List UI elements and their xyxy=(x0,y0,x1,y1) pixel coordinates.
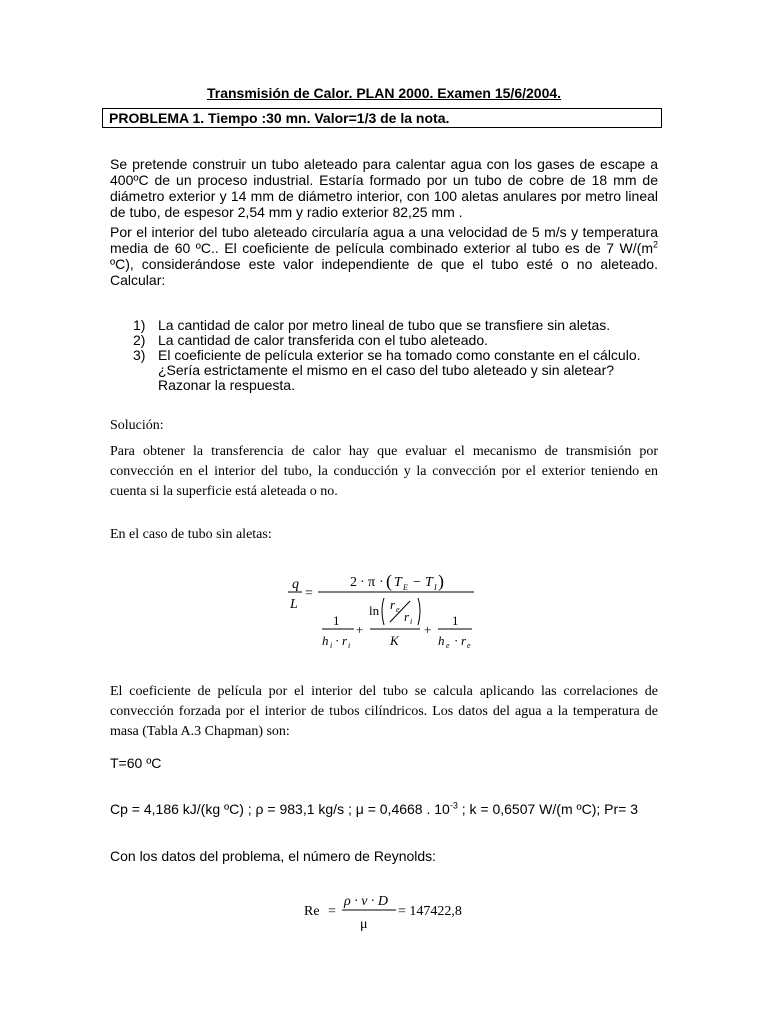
svg-text:·: · xyxy=(360,575,365,590)
case-no-fins: En el caso de tubo sin aletas: xyxy=(110,527,272,542)
re-lhs: Re xyxy=(304,904,320,919)
re-numerator: ρ · v · D xyxy=(344,894,389,909)
statement-paragraph-2 xyxy=(110,224,658,288)
eq-num-two: 2 xyxy=(350,575,357,590)
question-item xyxy=(133,318,663,333)
question-number: 3) xyxy=(133,347,146,363)
temperature-line: T=60 ºC xyxy=(110,755,162,771)
question-text: El coeficiente de película exterior se ha tomado como constante en el cálculo. ¿Sería estrictamente el mismo en el caso del tubo aleteado y sin aletear? Razonar la respuesta. xyxy=(158,347,641,393)
eq-term1-h: h xyxy=(322,633,329,648)
svg-text:·: · xyxy=(379,575,384,590)
eq-num-TI: T xyxy=(425,575,433,590)
question-item xyxy=(133,348,663,393)
problem-header: PROBLEMA 1. Tiempo :30 mn. Valor=1/3 de la nota. xyxy=(102,108,662,128)
eq-K: K xyxy=(390,633,399,648)
svg-text:(: ( xyxy=(386,571,392,591)
eq-term1-r: r xyxy=(342,633,348,648)
question-number: 1) xyxy=(133,317,146,333)
question-number: 2) xyxy=(133,332,146,348)
eq-term3-r: r xyxy=(461,633,467,648)
eq-term3-sub-e: e xyxy=(446,641,450,650)
statement-p2-part-b: ºC), considerándose este valor independiente de que el tubo esté o no aleteado. Calcular: xyxy=(110,256,658,288)
exam-title: Transmisión de Calor. PLAN 2000. Examen 15/6/2004. xyxy=(206,85,562,101)
inner-coefficient-paragraph: El coeficiente de película por el interior del tubo se calcula aplicando las correlaciones de convección forzada por el interior de tubos cilíndricos. Los datos del agua a la temperatura de masa (Tabla A.3 Chapman) son: xyxy=(110,684,658,739)
properties-part-b: ; k = 0,6507 W/(m ºC); Pr= 3 xyxy=(457,801,639,817)
re-result: = 147422,8 xyxy=(398,904,462,919)
svg-text:): ) xyxy=(438,571,444,591)
eq-num-pi: π xyxy=(368,575,376,590)
heat-transfer-equation xyxy=(280,565,490,655)
eq-term3-h: h xyxy=(438,633,445,648)
properties-exponent: -3 xyxy=(449,800,458,811)
solution-heading: Solución: xyxy=(110,418,164,433)
properties-part-a: Cp = 4,186 kJ/(kg ºC) ; ρ = 983,1 kg/s ; μ = 0,4668 . 10 xyxy=(110,801,450,817)
eq-ln-re: r xyxy=(390,597,396,612)
eq-sub-E: E xyxy=(403,583,408,592)
question-item xyxy=(133,333,663,348)
eq-lhs-denominator: L xyxy=(290,597,298,612)
svg-text:+: + xyxy=(356,622,364,637)
statement-paragraph-1: Se pretende construir un tubo aleteado para calentar agua con los gases de escape a 400ºC de un proceso industrial. Estaría formado por un tubo de cobre de 18 mm de diámetro exterior y 14 mm de diámetro interior, con 100 aletas anulares por metro lineal de tubo, de espesor 2,54 mm y radio exterior 82,25 mm . xyxy=(110,156,658,220)
question-text: La cantidad de calor transferida con el tubo aleteado. xyxy=(158,332,489,348)
svg-text:−: − xyxy=(413,575,421,590)
reynolds-intro: Con los datos del problema, el número de Reynolds: xyxy=(110,848,437,864)
eq-ln-sub-i: i xyxy=(410,617,413,626)
eq-sub-I: I xyxy=(434,583,437,592)
solution-intro: Para obtener la transferencia de calor hay que evaluar el mecanismo de transmisión por convección en el interior del tubo, la conducción y la convección por el exterior teniendo en cuenta si la superficie está aleteada o no. xyxy=(110,444,658,499)
svg-text:·: · xyxy=(454,633,459,648)
eq-ln: ln xyxy=(369,603,380,618)
statement-p2-part-a: Por el interior del tubo aleteado circularía agua a una velocidad de 5 m/s y temperatura media de 60 ºC.. El coeficiente de película combinado exterior al tubo es de 7 W/(m xyxy=(110,224,658,256)
question-list xyxy=(133,318,663,393)
re-denominator: μ xyxy=(360,917,368,932)
eq-ln-sub-e: e xyxy=(396,605,400,614)
svg-text:=: = xyxy=(328,904,336,919)
eq-term1-sub-i: i xyxy=(330,641,333,650)
svg-text:=: = xyxy=(305,586,313,601)
eq-term3-one: 1 xyxy=(452,613,459,628)
svg-text:·: · xyxy=(335,633,340,648)
eq-term1-one: 1 xyxy=(333,613,340,628)
eq-term3-sub-e2: e xyxy=(467,641,471,650)
svg-text:+: + xyxy=(424,622,432,637)
statement-p2-superscript: 2 xyxy=(652,239,658,250)
eq-ln-ri: r xyxy=(404,609,410,624)
question-text: La cantidad de calor por metro lineal de tubo que se transfiere sin aletas. xyxy=(158,317,611,333)
reynolds-equation xyxy=(300,890,480,940)
eq-term1-sub-i2: i xyxy=(348,641,351,650)
eq-num-TE: T xyxy=(394,575,402,590)
eq-lhs-numerator: q xyxy=(292,577,299,592)
properties-line xyxy=(110,801,638,817)
